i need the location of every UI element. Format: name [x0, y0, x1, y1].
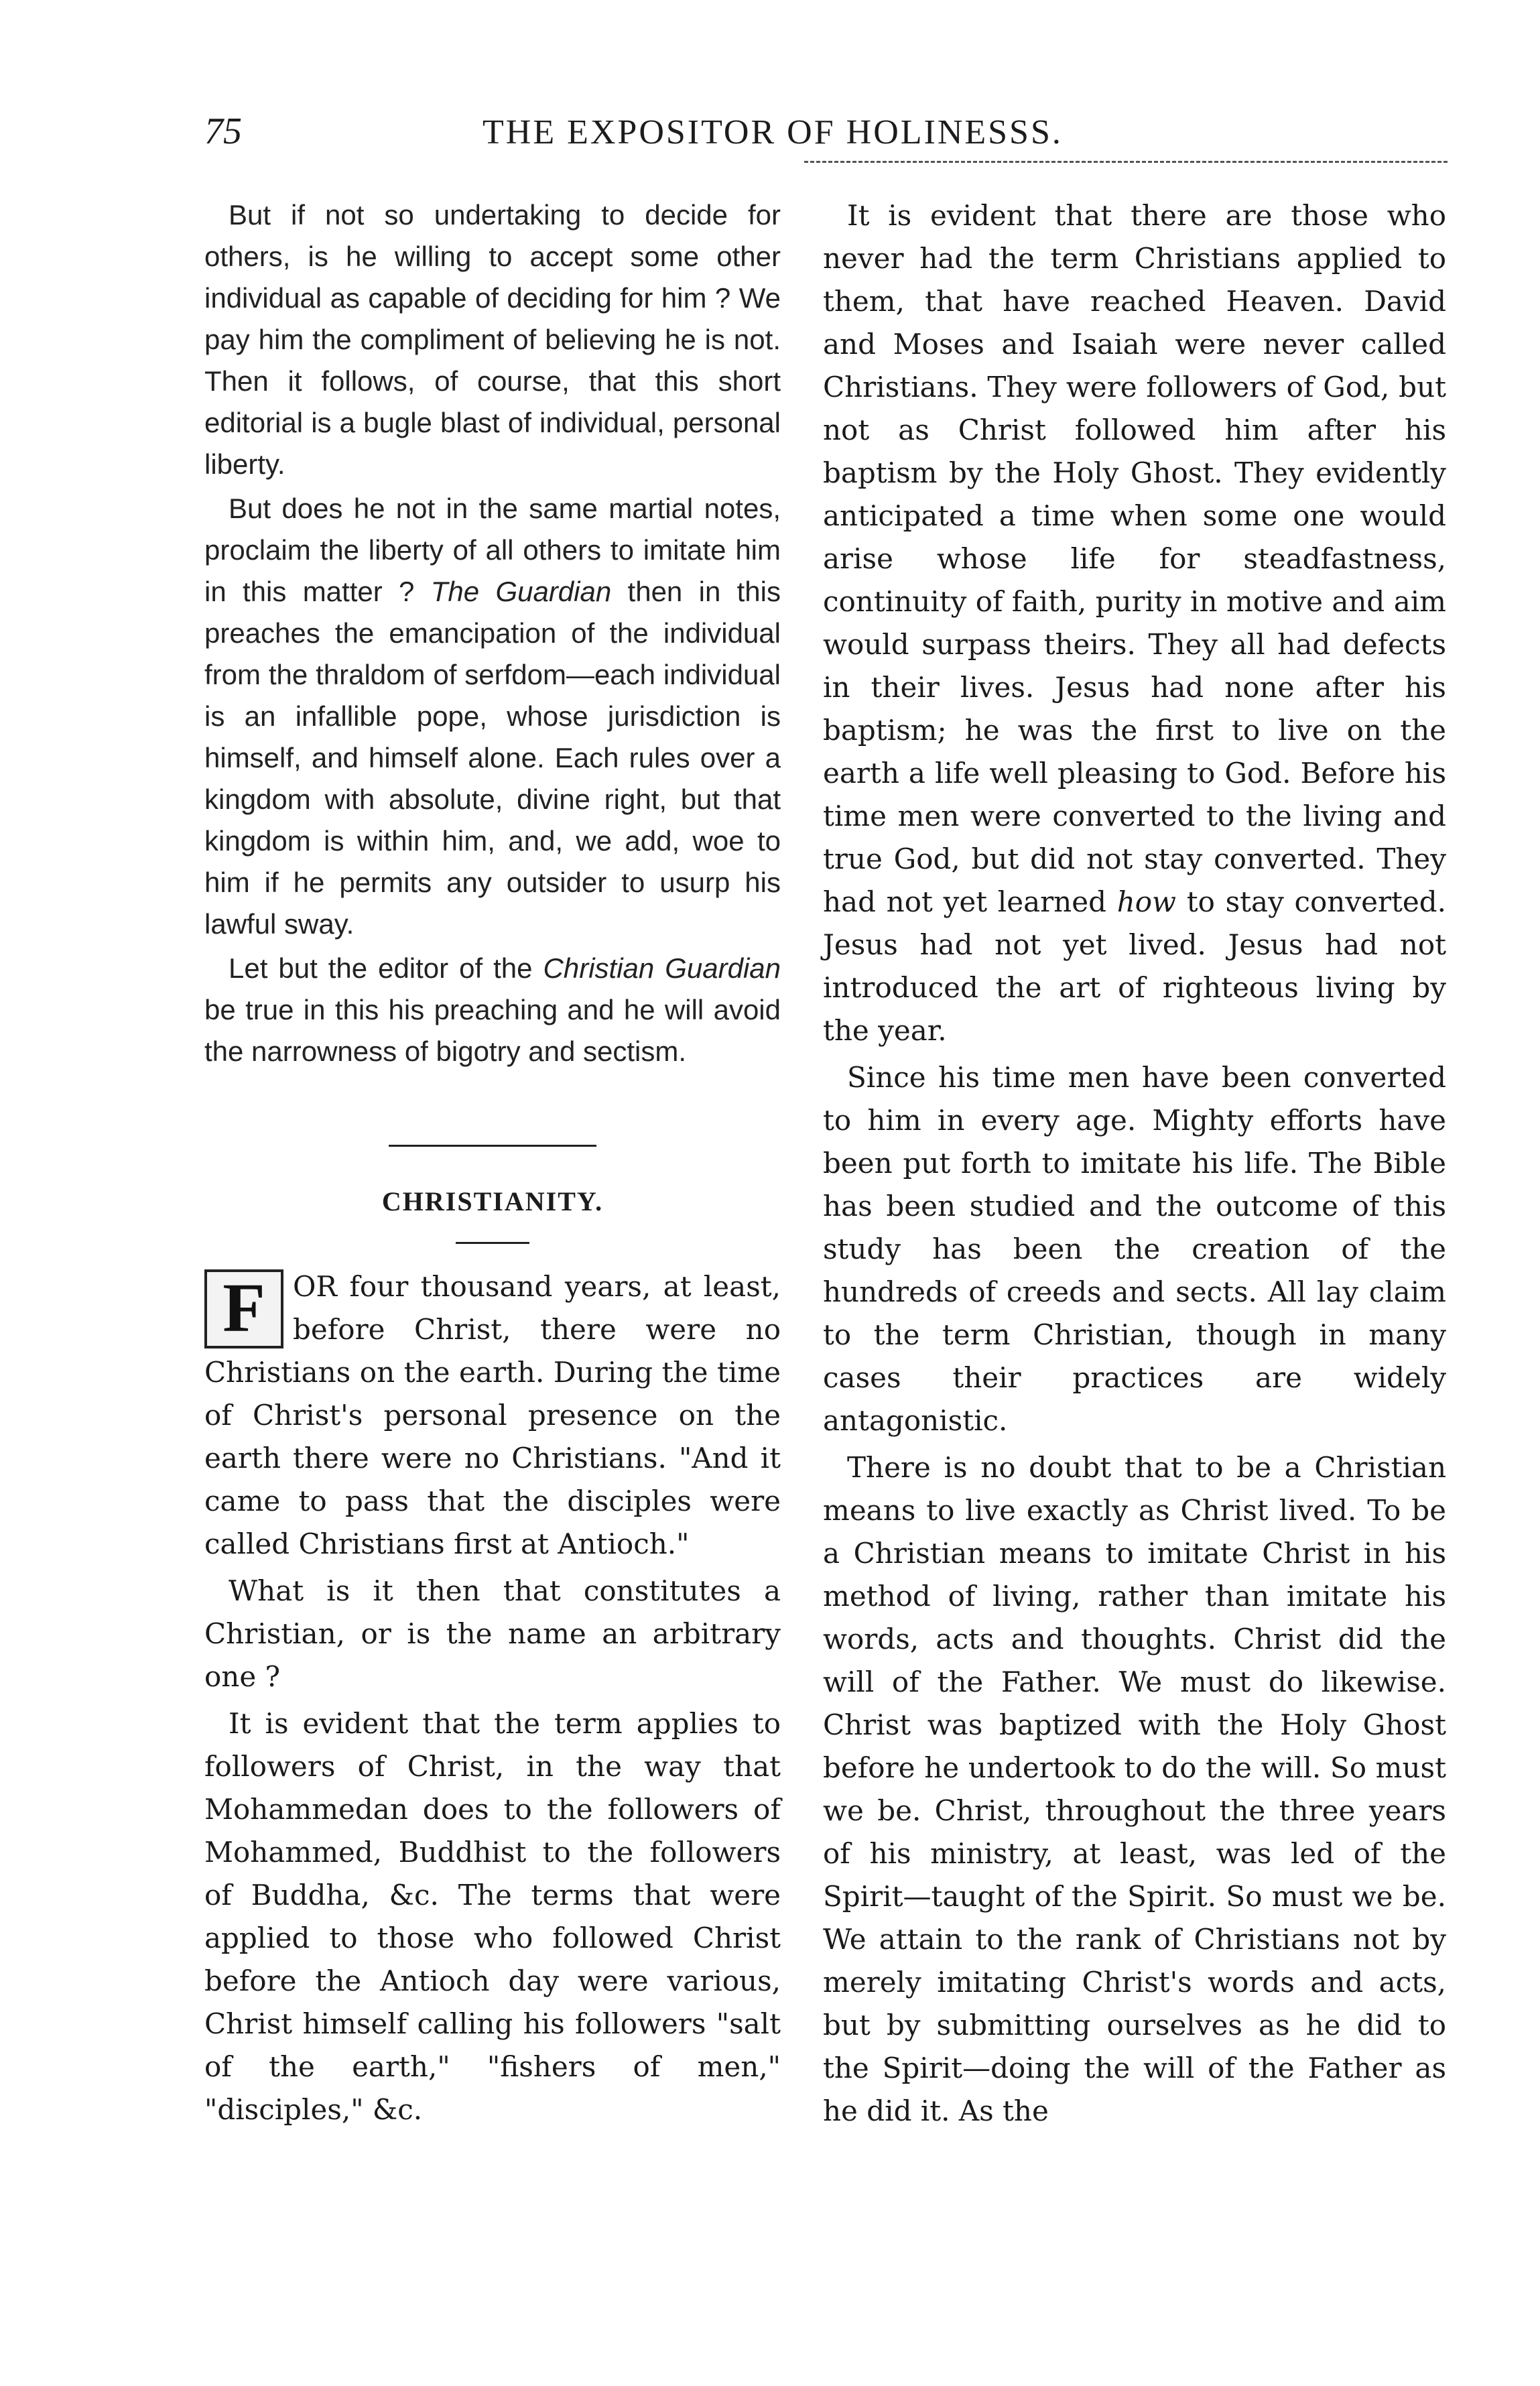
section-divider — [389, 1145, 596, 1147]
paragraph-text: But does he not in the same martial notes, proclaim the liberty of all others to imitate him in this matter ? — [204, 493, 781, 607]
italic-how: how — [1116, 885, 1176, 918]
italic-guardian: Guardian — [495, 576, 612, 607]
paragraph — [823, 194, 1446, 1052]
paragraph: But if not so undertaking to decide for others, is he willing to accept some other individual as capable of deciding for him ? We pay him the compliment of believing he is not. Then it follows, of course, that this short editorial is a bugle blast of individual, personal liberty. — [204, 199, 781, 480]
paragraph-text: Let but the editor of the — [229, 952, 533, 984]
title-underline — [456, 1242, 529, 1244]
paragraph: It is evident that the term applies to followers of Christ, in the way that Mohammedan does to the followers of Mohammed, Buddhist to the followers of Buddha, &c. The terms that were applied to those who followed Christ before the Antioch day were various, Christ himself calling his followers "salt of the earth," "fishers of men," "disciples," &c. — [204, 1707, 781, 2126]
italic-the: The — [430, 576, 480, 607]
paragraph-text: It is evident that there are those who never had the term Christians applied to them, that have reached Heaven. David and Moses and Isaiah were never called Christians. They were followers of God, but not as Christ followed him after his baptism by the Holy Ghost. They evidently anticipated a time when some one would arise whose life for steadfastness, continuity of faith, purity in motive and aim would surpass theirs. They all had defects in their lives. Jesus had none after his baptism; he was the first to live on the earth a life well pleasing to God. Before his time men were converted to the living and true God, but did not stay converted. They had not yet learned — [823, 199, 1446, 918]
paragraph — [204, 488, 781, 945]
running-title: THE EXPOSITOR OF HOLINESSS. — [483, 113, 1063, 151]
paragraph-text: then in this preaches the emancipation of the individual from the thraldom of serfdom—each individual is an infallible pope, whose jurisdiction is himself, and himself alone. Each rules over a kingdom with absolute, divine right, but that kingdom is within him, and, we add, woe to him if he permits any outsider to usurp his lawful sway. — [204, 576, 781, 940]
paragraph: What is it then that constitutes a Christian, or is the name an arbitrary one ? — [204, 1574, 781, 1693]
page-number: 75 — [204, 111, 242, 152]
italic-christian-guardian: Christian Guardian — [543, 952, 781, 984]
paragraph-text: OR four thousand years, at least, before Christ, there were no Christians on the earth. During the time of Christ's personal presence on the earth there were no Christians. "And it came to pass that the disciples were called Christians first at Antioch." — [204, 1270, 781, 1560]
drop-cap-letter: F — [204, 1269, 283, 1348]
paragraph-text: be true in this his preaching and he will avoid the narrowness of bigotry and sectism. — [204, 994, 781, 1067]
paragraph: There is no doubt that to be a Christian means to live exactly as Christ lived. To be a Christian means to imitate Christ in his method of living, rather than imitate his words, acts and thoughts. Christ did the will of the Father. We must do likewise. Christ was baptized with the Holy Ghost before he undertook to do the will. So must we be. Christ, throughout the three years of his ministry, at least, was led of the Spirit—taught of the Spirit. So must we be. We attain to the rank of Christians not by merely imitating Christ's words and acts, but by submitting ourselves as he did to the Spirit—doing the will of the Father as he did it. As the — [823, 1451, 1446, 2127]
right-column — [823, 194, 1446, 2137]
paragraph — [204, 1265, 781, 1566]
paragraph — [204, 948, 781, 1072]
section-title: CHRISTIANITY. — [381, 1186, 604, 1216]
header-rule — [804, 161, 1448, 163]
left-column — [204, 194, 781, 2135]
paragraph-text: to stay converted. Jesus had not yet lived. Jesus had not introduced the art of righteous living by the year. — [823, 885, 1446, 1047]
paragraph: Since his time men have been converted to him in every age. Mighty efforts have been put forth to imitate his life. The Bible has been studied and the outcome of this study has been the creation of the hundreds of creeds and sects. All lay claim to the term Christian, though in many cases their practices are widely antagonistic. — [823, 1061, 1446, 1437]
